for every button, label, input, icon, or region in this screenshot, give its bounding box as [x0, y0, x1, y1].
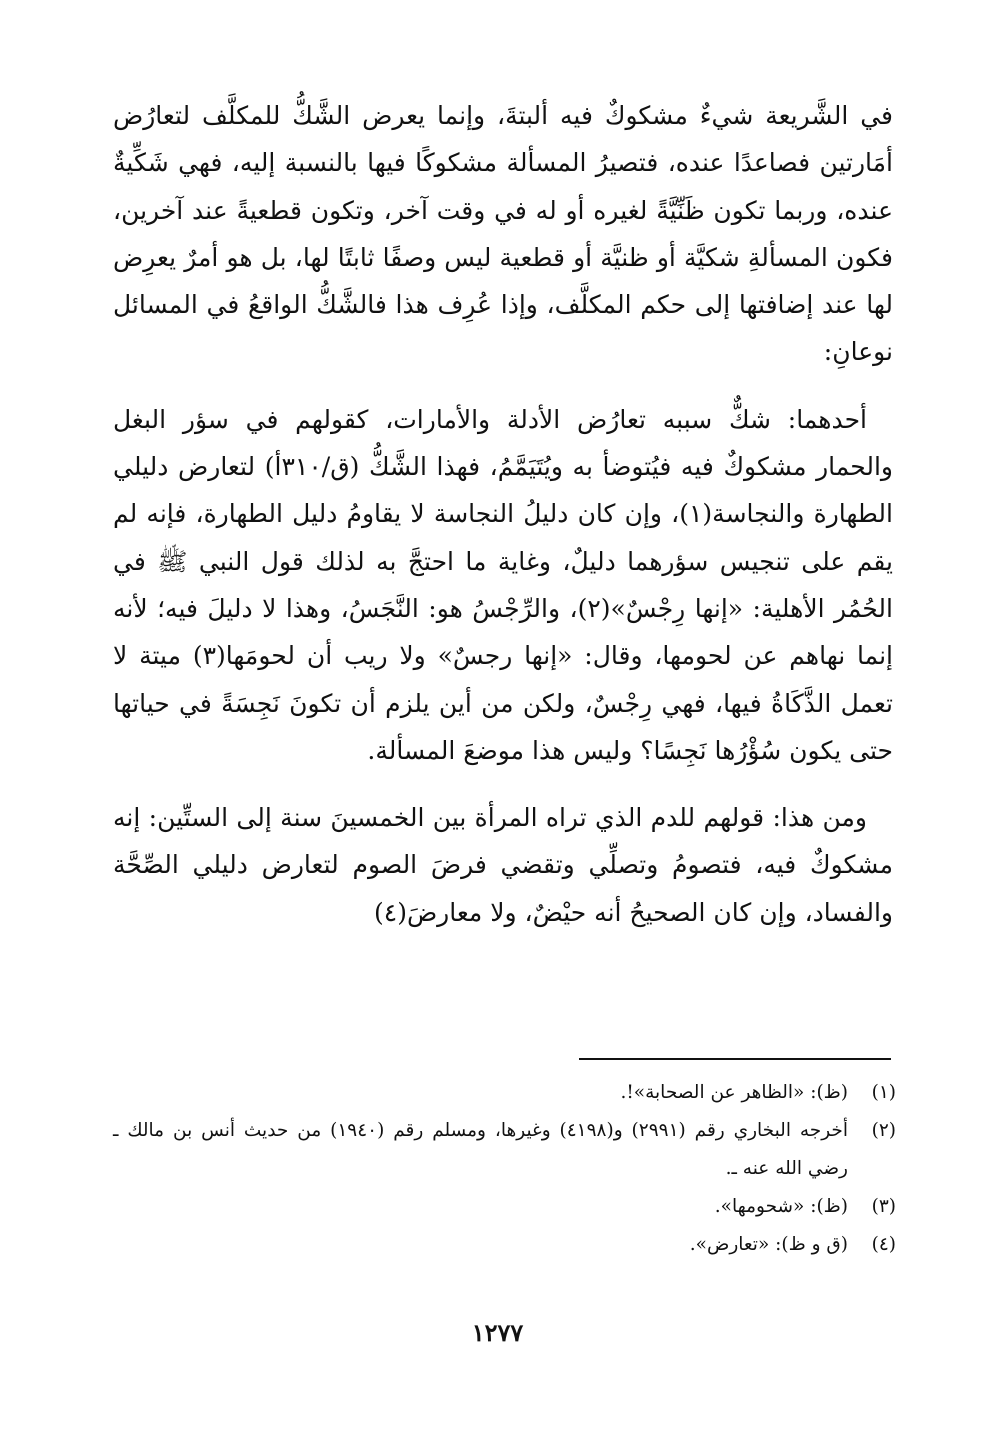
- footnote-3: [113, 1188, 896, 1226]
- footnote-1: [113, 1074, 896, 1112]
- paragraph-1: في الشَّريعة شيءٌ مشكوكٌ فيه ألبتةَ، وإنما يعرض الشَّكُّ للمكلَّف لتعارُض أمَارتين فصاعدًا عنده، فتصيرُ المسألة مشكوكًا فيها بالنسبة إليه، فهي شَكِّيةٌ عنده، وربما تكون ظَنِّيَّةً لغيره أو له في وقت آخر، وتكون قطعيةً عند آخرين، فكون المسألةِ شكيَّة أو ظنيَّة أو قطعية ليس وصفًا ثابتًا لها، بل هو أمرٌ يعرِض لها عند إضافتها إلى حكم المكلَّف، وإذا عُرِف هذا فالشَّكُّ الواقعُ في المسائل نوعانِ:: [113, 101, 893, 367]
- footnotes: [113, 1074, 896, 1264]
- footnote-number: (٢): [871, 1120, 896, 1141]
- footnote-text: (ق و ظ): «تعارض».: [689, 1234, 848, 1255]
- footnote-4: [113, 1226, 896, 1264]
- footnote-2: [113, 1112, 896, 1188]
- footnote-divider: [579, 1058, 891, 1060]
- footnote-number: (٤): [871, 1234, 896, 1255]
- footnote-text: (ظ): «الظاهر عن الصحابة»!.: [620, 1082, 848, 1103]
- footnote-number: (١): [871, 1082, 896, 1103]
- main-text: [113, 92, 893, 936]
- footnote-number: (٣): [871, 1196, 896, 1217]
- paragraph-3: ومن هذا: قولهم للدم الذي تراه المرأة بين الخمسينَ سنة إلى الستِّين: إنه مشكوكٌ فيه، فتصومُ وتصلِّي وتقضي فرضَ الصوم لتعارض دليلي الصِّحَّة والفساد، وإن كان الصحيحُ أنه حيْضٌ، ولا معارضَ(٤): [113, 803, 893, 927]
- footnote-text: أخرجه البخاري رقم (٢٩٩١) و(٤١٩٨) وغيرها، ومسلم رقم (١٩٤٠) من حديث أنس بن مالك ـ رضي الله عنه ـ.: [113, 1120, 848, 1179]
- footnote-text: (ظ): «شحومها».: [714, 1196, 848, 1217]
- paragraph-2: أحدهما: شكٌّ سببه تعارُض الأدلة والأمارات، كقولهم في سؤر البغل والحمار مشكوكٌ فيه فيُتوضأ به ويُتَيَمَّمُ، فهذا الشَّكُّ (ق/٣١٠أ) لتعارض دليلي الطهارة والنجاسة(١)، وإن كان دليلُ النجاسة لا يقاومُ دليل الطهارة، فإنه لم يقم على تنجيس سؤرهما دليلٌ، وغاية ما احتجَّ به لذلك قول النبي ﷺ في الحُمُر الأهلية: «إنها رِجْسٌ»(٢)، والرِّجْسُ هو: النَّجَسُ، وهذا لا دليلَ فيه؛ لأنه إنما نهاهم عن لحومها، وقال: «إنها رجسٌ» ولا ريب أن لحومَها(٣) ميتة لا تعمل الذَّكَاةُ فيها، فهي رِجْسٌ، ولكن من أين يلزم أن تكونَ نَجِسَةً في حياتها حتى يكون سُؤْرُها نَجِسًا؟ وليس هذا موضعَ المسألة.: [113, 404, 894, 765]
- page-number: ١٢٧٧: [471, 1318, 524, 1347]
